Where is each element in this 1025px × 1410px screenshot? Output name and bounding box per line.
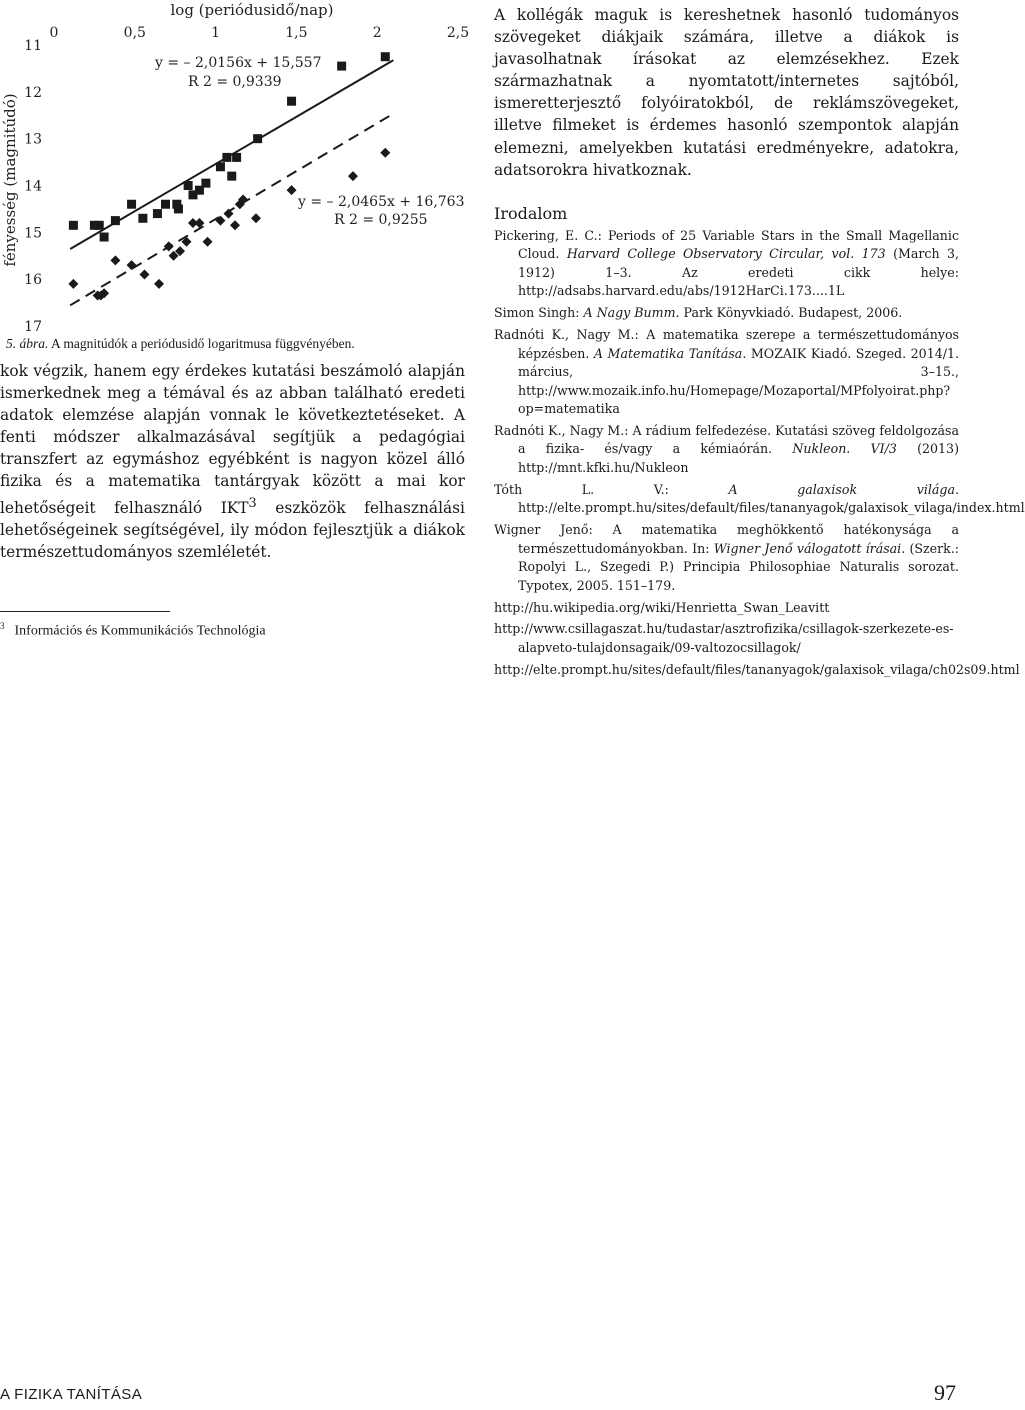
x-tick-label: 1 [211, 25, 221, 41]
data-point-square [127, 200, 136, 209]
y-tick-label: 14 [24, 178, 42, 195]
y-tick-label: 15 [24, 225, 42, 242]
figure-caption [6, 336, 355, 352]
figure-number: 5. ábra. [6, 336, 49, 351]
data-point-square [138, 214, 147, 223]
data-point-square [111, 216, 120, 225]
data-point-diamond [68, 279, 78, 289]
data-point-square [216, 162, 225, 171]
data-point-square [222, 153, 231, 162]
reference-item [494, 304, 959, 323]
data-point-square [232, 153, 241, 162]
reference-text: Radnóti K., Nagy M.: A matematika szerepe a természettudományos képzésben. [494, 327, 959, 361]
data-point-diamond [154, 279, 164, 289]
y-tick-label: 11 [24, 38, 42, 54]
y-tick-label: 12 [24, 84, 42, 101]
reference-title-italic: A galaxisok világa [728, 481, 955, 497]
reference-text-end: . (Szerk.: Ropolyi L., Szegedi P.) Principia Philosophiae Naturalis sorozat. Typotex, 2005. 151–179. [518, 540, 959, 593]
y-tick-label: 16 [24, 272, 42, 289]
reference-item [494, 661, 1020, 680]
reference-title-italic: A Matematika Tanítása [593, 345, 743, 361]
reference-item [494, 481, 1025, 518]
data-point-square [174, 204, 183, 213]
reference-title-italic: Nukleon. VI/3 [792, 441, 897, 457]
reference-text-end: (2013) http://mnt.kfki.hu/Nukleon [518, 441, 959, 475]
body-text: kok végzik, hanem egy érdekes kutatási beszámoló alapján ismerkednek meg a témával és az abban található eredeti adatok elemzése alapján vonnak le következtetéseket. A fenti módszer alkalmazásával segítjük a pedagógiai transzfert az egymáshoz egyébként is nagyon közel álló fizika és a matematika tantárgyak között a mai kor lehetőségeit felhasználó IKT [0, 362, 465, 517]
reference-item [494, 326, 959, 419]
data-point-diamond [203, 237, 213, 247]
reference-text-end: . Park Könyvkiadó. Budapest, 2006. [675, 305, 903, 321]
body-paragraph [0, 360, 465, 563]
reference-text: http://www.csillagaszat.hu/tudastar/asztrofizika/csillagok-szerkezete-es-alapveto-tulajdonsagaik/09-valtozocsillagok/ [494, 621, 954, 655]
data-point-diamond [127, 260, 137, 270]
equation-solid: y = – 2,0156x + 15,557 [155, 55, 322, 71]
y-axis-label: fényesség (magnitúdó) [1, 93, 19, 267]
x-axis-label: log (periódusidő/nap) [170, 1, 334, 19]
data-point-square [153, 209, 162, 218]
r2-solid: R 2 = 0,9339 [188, 74, 282, 90]
data-point-square [161, 200, 170, 209]
x-tick-label: 0,5 [123, 25, 146, 41]
reference-item [494, 620, 959, 657]
x-tick-label: 0 [49, 25, 59, 41]
reference-text: Radnóti K., Nagy M.: A rádium felfedezése. Kutatási szöveg feldolgozása a fizika- és/vagy a kémiaórán. [494, 422, 959, 457]
reference-title-italic: Wigner Jenő válogatott írásai [713, 540, 902, 556]
reference-item [494, 227, 959, 301]
reference-text: Simon Singh: [494, 305, 584, 321]
reference-text: Tóth L. V.: [494, 481, 729, 497]
data-point-square [253, 134, 262, 143]
data-point-square [184, 181, 193, 190]
references-title: Irodalom [494, 203, 568, 223]
y-tick-label: 13 [24, 131, 42, 148]
x-tick-label: 1,5 [285, 25, 308, 41]
reference-text-end: . http://elte.prompt.hu/sites/default/files/tananyagok/galaxisok_vilaga/index.html [518, 481, 1025, 516]
data-point-square [287, 97, 296, 106]
data-point-diamond [380, 148, 390, 158]
reference-text: http://elte.prompt.hu/sites/default/files/tananyagok/galaxisok_vilaga/ch02s09.html [494, 661, 1020, 677]
page-number: 97 [934, 1380, 956, 1405]
data-point-diamond [230, 220, 240, 230]
footnote-ref: 3 [248, 495, 257, 511]
right-column [494, 4, 1025, 683]
body-text-end: eszközök felhasználási lehetőségeinek segítségével, ily módon fejlesztjük a diákok természettudományos szemléletét. [0, 498, 465, 561]
data-point-square [201, 179, 210, 188]
data-point-diamond [251, 213, 261, 223]
data-point-square [337, 62, 346, 71]
r2-dashed: R 2 = 0,9255 [334, 212, 428, 228]
equation-dashed: y = – 2,0465x + 16,763 [298, 194, 465, 210]
x-tick-label: 2,5 [446, 25, 470, 41]
references-list [494, 227, 1025, 680]
left-column [0, 360, 465, 563]
data-point-square [227, 172, 236, 181]
data-point-diamond [139, 269, 149, 279]
figure-caption-text: A magnitúdók a periódusidő logaritmusa függvényében. [48, 336, 355, 351]
y-tick-label: 17 [24, 319, 42, 335]
x-tick-label: 2 [372, 25, 382, 41]
footnote-number: 3 [0, 621, 5, 631]
reference-text-end: . MOZAIK Kiadó. Szeged. 2014/1. március, 3–15., http://www.mozaik.info.hu/Homepage/Mozaportal/MPfolyoirat.php?op=matematika [518, 345, 959, 417]
reference-text: Wigner Jenő: A matematika meghökkentő hatékonysága a természettudományokban. In: [494, 522, 959, 556]
reference-item [494, 422, 959, 478]
journal-name: A FIZIKA TANÍTÁSA [0, 1386, 143, 1403]
reference-title-italic: A Nagy Bumm [583, 305, 676, 321]
data-point-diamond [110, 255, 120, 265]
footnote [0, 621, 465, 640]
reference-text: Pickering, E. C.: Periods of 25 Variable Stars in the Small Magellanic Cloud. [494, 227, 959, 262]
reference-item [494, 521, 959, 595]
data-point-square [381, 52, 390, 61]
data-point-square [95, 221, 104, 230]
intro-paragraph: A kollégák maguk is kereshetnek hasonló tudományos szövegeket diákjaik számára, illetve a diákok is javasolhatnak írásokat az elemzésekhez. Ezek származhatnak a nyomtatott/internetes sajtóból, ismeretterjesztő folyóiratokból, de reklámszövegeket, illetve filmeket is érdemes hasonló szempontok alapján elemezni, amelyekben kutatási eredményekre, adatokra, adatsorokra hivatkoznak. [494, 6, 959, 179]
reference-text: http://hu.wikipedia.org/wiki/Henrietta_Swan_Leavitt [494, 599, 830, 615]
data-point-diamond [348, 171, 358, 181]
reference-title-italic: Harvard College Observatory Circular, vol. 173 [566, 246, 886, 262]
data-point-square [69, 221, 78, 230]
data-point-square [100, 233, 109, 242]
reference-text-end: (March 3, 1912) 1–3. Az eredeti cikk helye: http://adsabs.harvard.edu/abs/1912HarCi.173....1L [518, 246, 959, 299]
data-point-diamond [287, 185, 297, 195]
footnote-text: Információs és Kommunikációs Technológia [14, 623, 266, 639]
chart [0, 0, 470, 335]
reference-item [494, 599, 959, 618]
chart-svg [0, 0, 470, 335]
footnote-rule [0, 611, 170, 612]
